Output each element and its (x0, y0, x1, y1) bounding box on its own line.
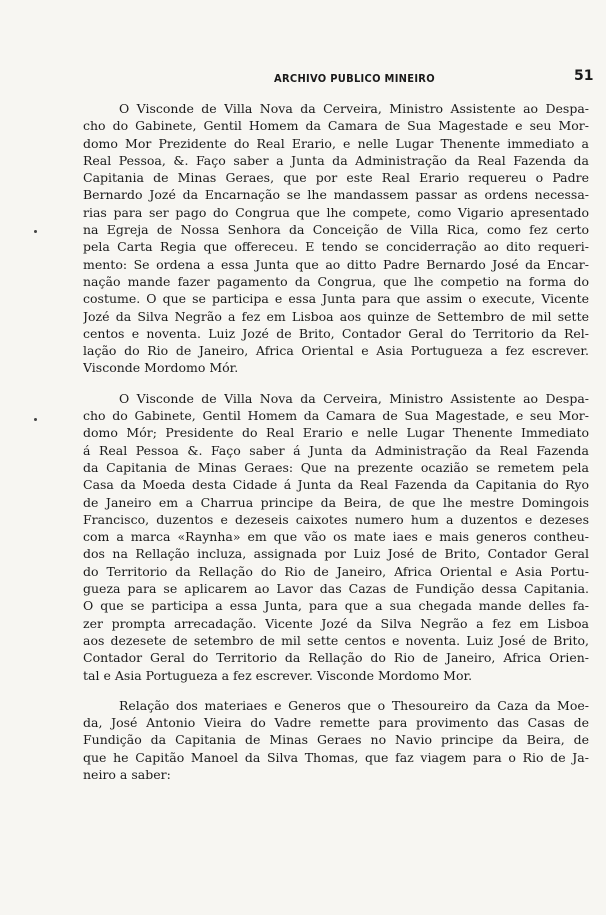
text-line: tal e Asia Portugueza a fez escrever. Visconde Mordomo Mor. (83, 667, 473, 683)
text-line: Relação dos materiaes e Generos que o Thesoureiro da Caza da Moe- (119, 697, 589, 713)
text-line: rias para ser pago do Congrua que lhe compete, como Vigario apresentado (83, 204, 589, 220)
text-line: gueza para se aplicarem ao Lavor das Cazas de Fundição dessa Capitania. (83, 581, 589, 597)
text-line: costume. O que se participa e essa Junta para que assim o execute, Vicente (83, 291, 589, 307)
text-line: Francisco, duzentos e dezeseis caixotes numero hum a duzentos e dezeses (83, 511, 589, 527)
text-line: domo Mór; Presidente do Real Erario e nelle Lugar Thenente Immediato (83, 425, 589, 441)
text-line: da Capitania de Minas Geraes: Que na prezente ocazião se remetem pela (83, 459, 589, 475)
text-line: da, José Antonio Vieira do Vadre remette para provimento das Casas de (83, 715, 589, 731)
text-line: Fundição da Capitania de Minas Geraes no Navio principe da Beira, de (83, 732, 589, 748)
text-line: lação do Rio de Janeiro, Africa Oriental e Asia Portugueza a fez escrever. (83, 343, 589, 359)
text-line: pela Carta Regia que offereceu. E tendo se conciderração ao dito requeri- (83, 239, 589, 255)
text-line: nação mande fazer pagamento da Congrua, que lhe competio na forma do (83, 273, 589, 289)
text-line: O que se participa a essa Junta, para que a sua chegada mande delles fa- (83, 598, 589, 614)
margin-speck (34, 230, 37, 233)
text-line: Bernardo Jozé da Encarnação se lhe mandassem passar as ordens necessa- (83, 187, 589, 203)
running-title: ARCHIVO PUBLICO MINEIRO (274, 72, 435, 85)
text-line: á Real Pessoa &. Faço saber á Junta da Administração da Real Fazenda (83, 442, 589, 458)
text-line: mento: Se ordena a essa Junta que ao ditto Padre Bernardo José da Encar- (83, 256, 589, 272)
text-line: zer prompta arrecadação. Vicente Jozé da Silva Negrão a fez em Lisboa (83, 615, 589, 631)
page-header (88, 64, 594, 88)
text-line: aos dezesete de setembro de mil sette centos e noventa. Luiz José de Brito, (83, 632, 589, 648)
text-line: Contador Geral do Territorio da Rellação do Rio de Janeiro, Africa Orien- (83, 650, 589, 666)
paragraph (83, 390, 589, 684)
text-line: Casa da Moeda desta Cidade á Junta da Real Fazenda da Capitania do Ryo (83, 477, 589, 493)
text-line: do Territorio da Rellação do Rio de Janeiro, Africa Oriental e Asia Portu- (83, 563, 589, 579)
paragraph (83, 100, 589, 377)
text-line: O Visconde de Villa Nova da Cerveira, Ministro Assistente ao Despa- (119, 390, 589, 406)
text-line: O Visconde de Villa Nova da Cerveira, Ministro Assistente ao Despa- (119, 101, 589, 116)
page-number: 51 (574, 68, 594, 84)
text-line: na Egreja de Nossa Senhora da Conceição de Villa Rica, como fez certo (83, 222, 589, 238)
text-line: Capitania de Minas Geraes, que por este Real Erario requereu o Padre (83, 170, 589, 186)
text-line: domo Mor Prezidente do Real Erario, e nelle Lugar Thenente immediato a (83, 135, 589, 151)
text-line: Visconde Mordomo Mór. (83, 360, 239, 376)
text-line: cho do Gabinete, Gentil Homem da Camara de Sua Magestade, e seu Mor- (83, 408, 589, 424)
text-line: dos na Rellação incluza, assignada por Luiz José de Brito, Contador Geral (83, 546, 589, 562)
text-line: centos e noventa. Luiz Jozé de Brito, Contador Geral do Territorio da Rel- (83, 325, 589, 341)
text-line: que he Capitão Manoel da Silva Thomas, que faz viagem para o Rio de Ja- (83, 749, 589, 765)
paragraph (83, 697, 589, 783)
text-line: Real Pessoa, &. Faço saber a Junta da Administração da Real Fazenda da (83, 152, 589, 168)
text-line: Jozé da Silva Negrão a fez em Lisboa aos quinze de Settembro de mil sette (83, 308, 589, 324)
text-line: com a marca «Raynha» em que vão os mate iaes e mais generos contheu- (83, 529, 589, 545)
text-line: neiro a saber: (83, 766, 171, 782)
text-line: cho do Gabinete, Gentil Homem da Camara de Sua Magestade e seu Mor- (83, 118, 589, 134)
margin-speck (34, 418, 37, 421)
body-text (83, 100, 589, 796)
text-line: de Janeiro em a Charrua principe da Beira, de que lhe mestre Domingois (83, 494, 589, 510)
